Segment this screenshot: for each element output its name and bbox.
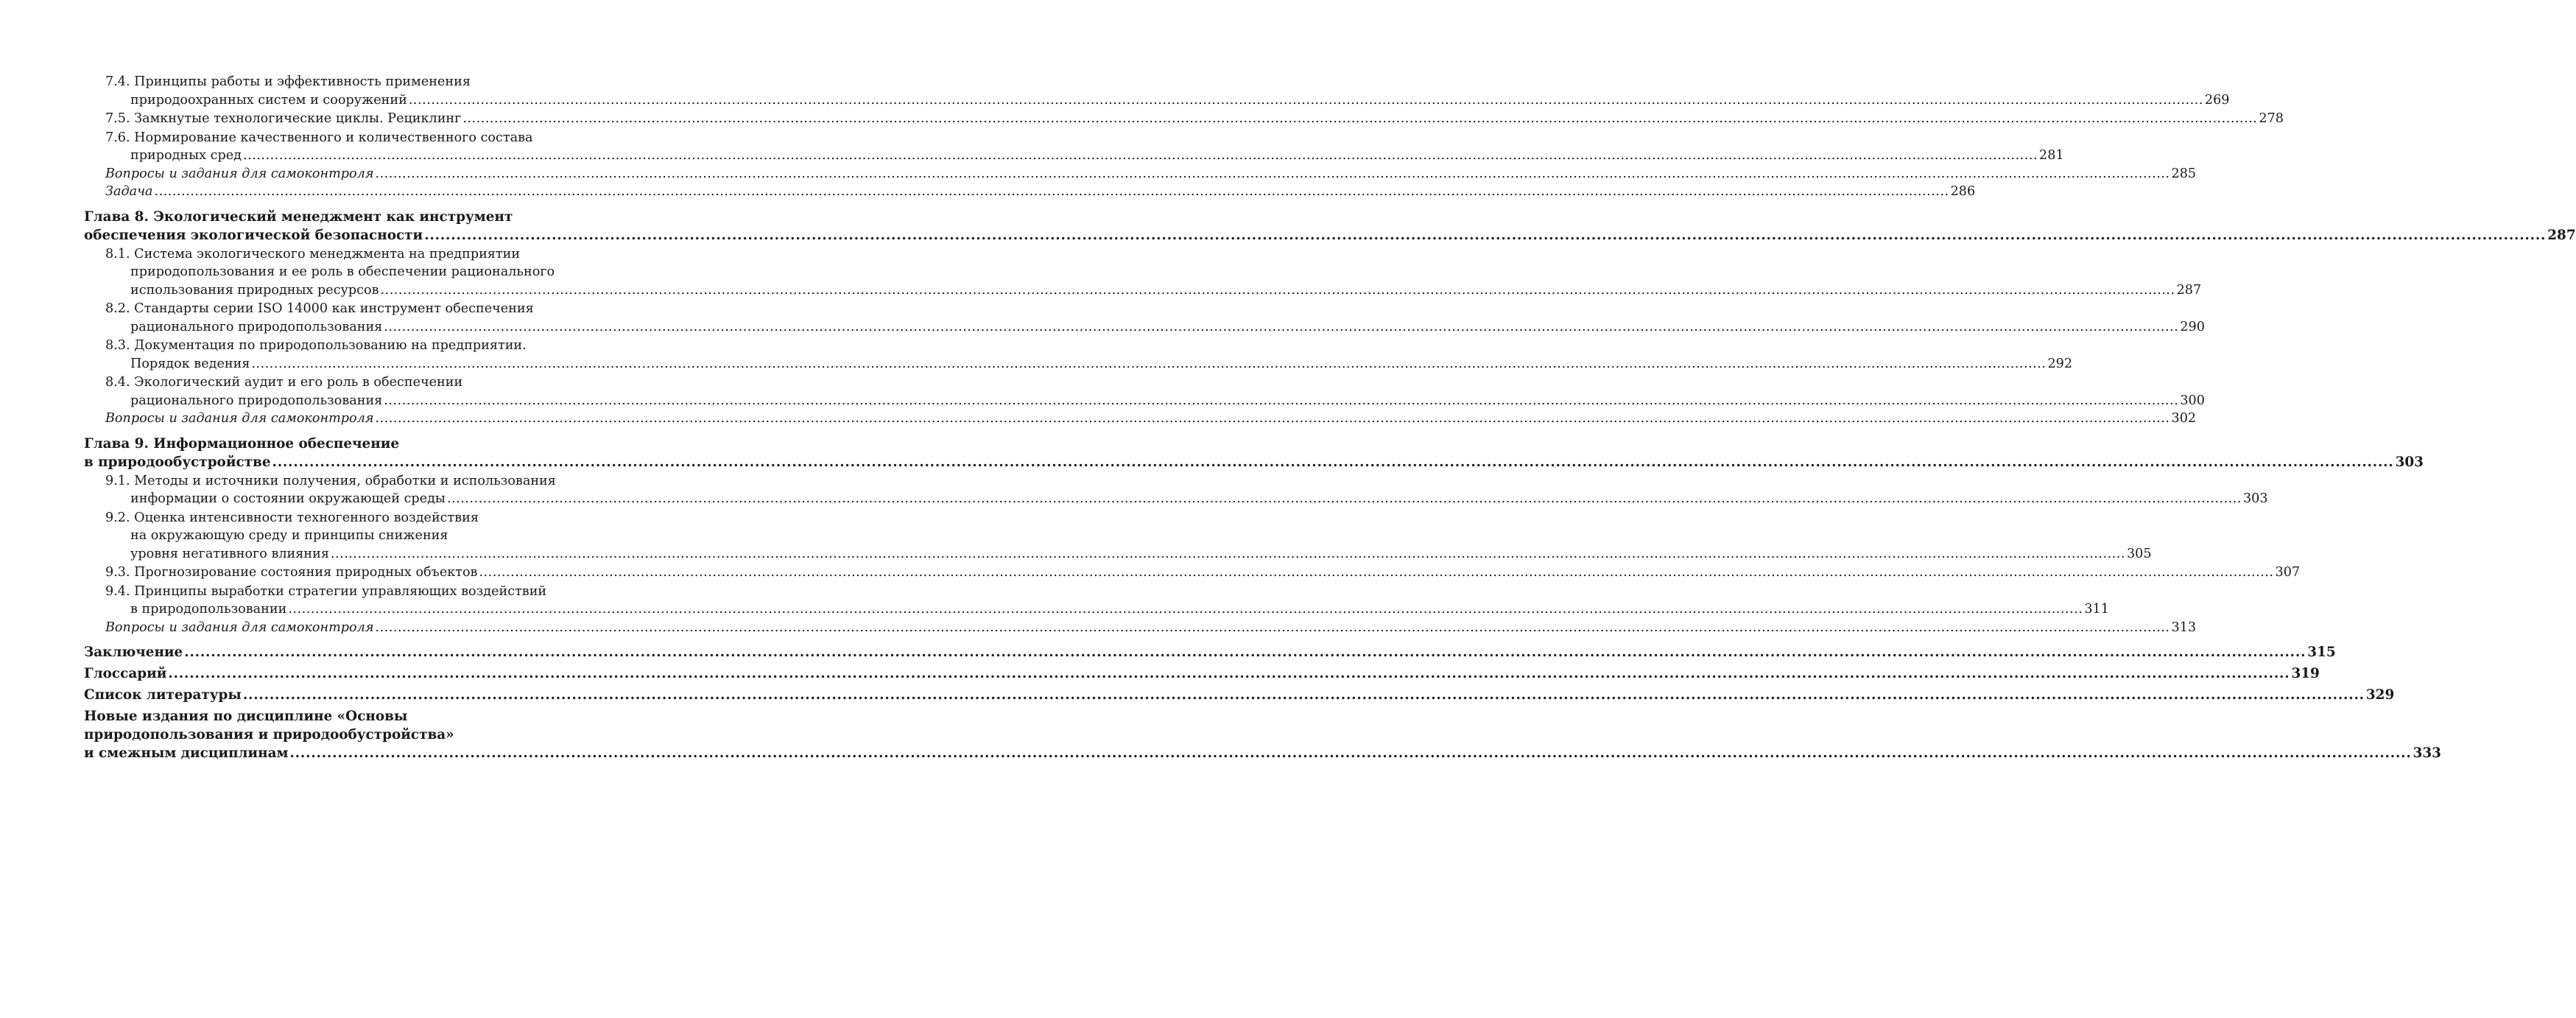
toc-section-entry	[105, 300, 2205, 336]
toc-entry-title-line: 8.1. Система экологического менеджмента на предприятии	[105, 246, 521, 261]
page-number: 303	[2242, 491, 2268, 506]
toc-entry-title: рационального природопользования	[130, 319, 383, 334]
toc-entry-title: природных сред	[130, 148, 242, 163]
dot-leader: ................................................................................................................................................................................................................................................................................................................................................................................................................	[289, 745, 2412, 761]
page-number: 305	[2126, 546, 2152, 561]
toc-section-entry	[105, 73, 2230, 109]
toc-chapter-entry	[84, 643, 2336, 661]
toc-entry-title-line: Глава 8. Экологический менеджмент как инструмент	[84, 208, 513, 225]
page-number: 286	[1950, 184, 1976, 199]
toc-entry-title: природоохранных систем и сооружений	[130, 92, 407, 108]
toc-section-entry	[105, 337, 2073, 373]
dot-leader: ................................................................................................................................................................................................................................................................................................................................................................................................................	[375, 411, 2170, 426]
dot-leader: ................................................................................................................................................................................................................................................................................................................................................................................................................	[330, 546, 2125, 561]
toc-section-entry	[105, 110, 2284, 128]
dot-leader: ................................................................................................................................................................................................................................................................................................................................................................................................................	[184, 645, 2306, 660]
toc-entry-title-line: 9.4. Принципы выработки стратегии управляющих воздействий	[105, 583, 547, 599]
page-number: 311	[2084, 602, 2109, 617]
toc-entry-title: Вопросы и задания для самоконтроля	[105, 411, 374, 426]
dot-leader: ................................................................................................................................................................................................................................................................................................................................................................................................................	[479, 565, 2274, 580]
page-number: 285	[2171, 166, 2197, 181]
toc-entry-title: Порядок ведения	[130, 356, 250, 371]
page-number: 315	[2307, 645, 2336, 660]
toc-section-entry	[105, 183, 1976, 201]
toc-chapter-entry	[84, 208, 2576, 245]
toc-entry-title: и смежным дисциплинам	[84, 745, 289, 761]
dot-leader: ................................................................................................................................................................................................................................................................................................................................................................................................................	[462, 111, 2258, 126]
page-number: 287	[2547, 227, 2576, 243]
page-number: 278	[2259, 111, 2284, 126]
page-number: 287	[2176, 282, 2202, 298]
toc-chapter-entry	[84, 664, 2320, 683]
toc-section-entry	[105, 472, 2268, 508]
dot-leader: ................................................................................................................................................................................................................................................................................................................................................................................................................	[446, 491, 2242, 506]
toc-entry-title: в природопользовании	[130, 602, 287, 617]
page-number: 292	[2047, 356, 2073, 371]
toc-entry-title: обеспечения экологической безопасности	[84, 227, 423, 243]
toc-entry-title: Список литературы	[84, 687, 242, 703]
toc-entry-title-line: природопользования и природообустройства»	[84, 727, 454, 743]
dot-leader: ................................................................................................................................................................................................................................................................................................................................................................................................................	[384, 393, 2179, 408]
dot-leader: ................................................................................................................................................................................................................................................................................................................................................................................................................	[168, 666, 2290, 681]
toc-entry-title: Вопросы и задания для самоконтроля	[105, 166, 374, 181]
toc-entry-title: 9.3. Прогнозирование состояния природных объектов	[105, 565, 478, 580]
toc-chapter-entry	[84, 707, 2441, 762]
page-number: 300	[2180, 393, 2205, 408]
toc-entry-title: в природообустройстве	[84, 454, 271, 470]
page-number: 307	[2275, 565, 2301, 580]
toc-section-entry	[105, 165, 2197, 183]
toc-section-entry	[105, 410, 2197, 428]
toc-section-entry	[105, 619, 2197, 637]
dot-leader: ................................................................................................................................................................................................................................................................................................................................................................................................................	[243, 148, 2038, 163]
toc-entry-title-line: 8.3. Документация по природопользованию на предприятии.	[105, 338, 527, 353]
page-number: 290	[2180, 319, 2205, 334]
toc-entry-title-line: 8.4. Экологический аудит и его роль в обеспечении	[105, 375, 463, 390]
toc-entry-title: использования природных ресурсов	[130, 282, 379, 298]
toc-chapter-entry	[84, 686, 2395, 704]
dot-leader: ................................................................................................................................................................................................................................................................................................................................................................................................................	[384, 319, 2179, 334]
page-number: 281	[2039, 148, 2064, 163]
page-number: 319	[2291, 666, 2320, 681]
dot-leader: ................................................................................................................................................................................................................................................................................................................................................................................................................	[375, 166, 2170, 181]
toc-entry-title: Задача	[105, 184, 153, 199]
toc-entry-title: уровня негативного влияния	[130, 546, 329, 561]
toc-entry-title: рационального природопользования	[130, 393, 383, 408]
toc-section-entry	[105, 583, 2109, 619]
toc-entry-title-line: природопользования и ее роль в обеспечении рационального	[130, 264, 555, 279]
toc-entry-title: 7.5. Замкнутые технологические циклы. Рециклинг	[105, 111, 462, 126]
table-of-contents	[84, 72, 2576, 762]
page-number: 302	[2171, 411, 2197, 426]
toc-entry-title: информации о состоянии окружающей среды	[130, 491, 446, 506]
toc-entry-title-line: 7.4. Принципы работы и эффективность применения	[105, 74, 471, 89]
page-number: 329	[2365, 687, 2395, 703]
toc-entry-title-line: 8.2. Стандарты серии ISO 14000 как инструмент обеспечения	[105, 301, 534, 316]
dot-leader: ................................................................................................................................................................................................................................................................................................................................................................................................................	[272, 454, 2394, 470]
toc-section-entry	[105, 129, 2064, 165]
toc-entry-title-line: Новые издания по дисциплине «Основы	[84, 709, 408, 724]
toc-section-entry	[105, 509, 2152, 564]
toc-entry-title: Глоссарий	[84, 666, 167, 681]
page-number: 303	[2395, 454, 2424, 470]
dot-leader: ................................................................................................................................................................................................................................................................................................................................................................................................................	[375, 619, 2170, 635]
dot-leader: ................................................................................................................................................................................................................................................................................................................................................................................................................	[380, 282, 2175, 298]
dot-leader: ................................................................................................................................................................................................................................................................................................................................................................................................................	[251, 356, 2047, 371]
page-number: 269	[2204, 92, 2230, 108]
toc-entry-title-line: Глава 9. Информационное обеспечение	[84, 435, 400, 452]
toc-entry-title-line: 9.1. Методы и источники получения, обработки и использования	[105, 473, 556, 488]
page-number: 313	[2171, 619, 2197, 635]
toc-entry-title-line: 7.6. Нормирование качественного и количественного состава	[105, 130, 533, 145]
dot-leader: ................................................................................................................................................................................................................................................................................................................................................................................................................	[424, 227, 2547, 243]
toc-entry-title-line: 9.2. Оценка интенсивности техногенного воздействия	[105, 510, 479, 525]
toc-entry-title: Заключение	[84, 645, 183, 660]
toc-entry-title: Вопросы и задания для самоконтроля	[105, 619, 374, 635]
dot-leader: ................................................................................................................................................................................................................................................................................................................................................................................................................	[154, 184, 1949, 199]
dot-leader: ................................................................................................................................................................................................................................................................................................................................................................................................................	[408, 92, 2203, 108]
dot-leader: ................................................................................................................................................................................................................................................................................................................................................................................................................	[288, 602, 2083, 617]
toc-section-entry	[105, 373, 2205, 410]
toc-entry-title-line: на окружающую среду и принципы снижения	[130, 528, 448, 543]
page-number: 333	[2413, 745, 2441, 761]
dot-leader: ................................................................................................................................................................................................................................................................................................................................................................................................................	[242, 687, 2365, 703]
toc-section-entry	[105, 245, 2202, 300]
toc-section-entry	[105, 564, 2301, 582]
toc-chapter-entry	[84, 435, 2424, 471]
